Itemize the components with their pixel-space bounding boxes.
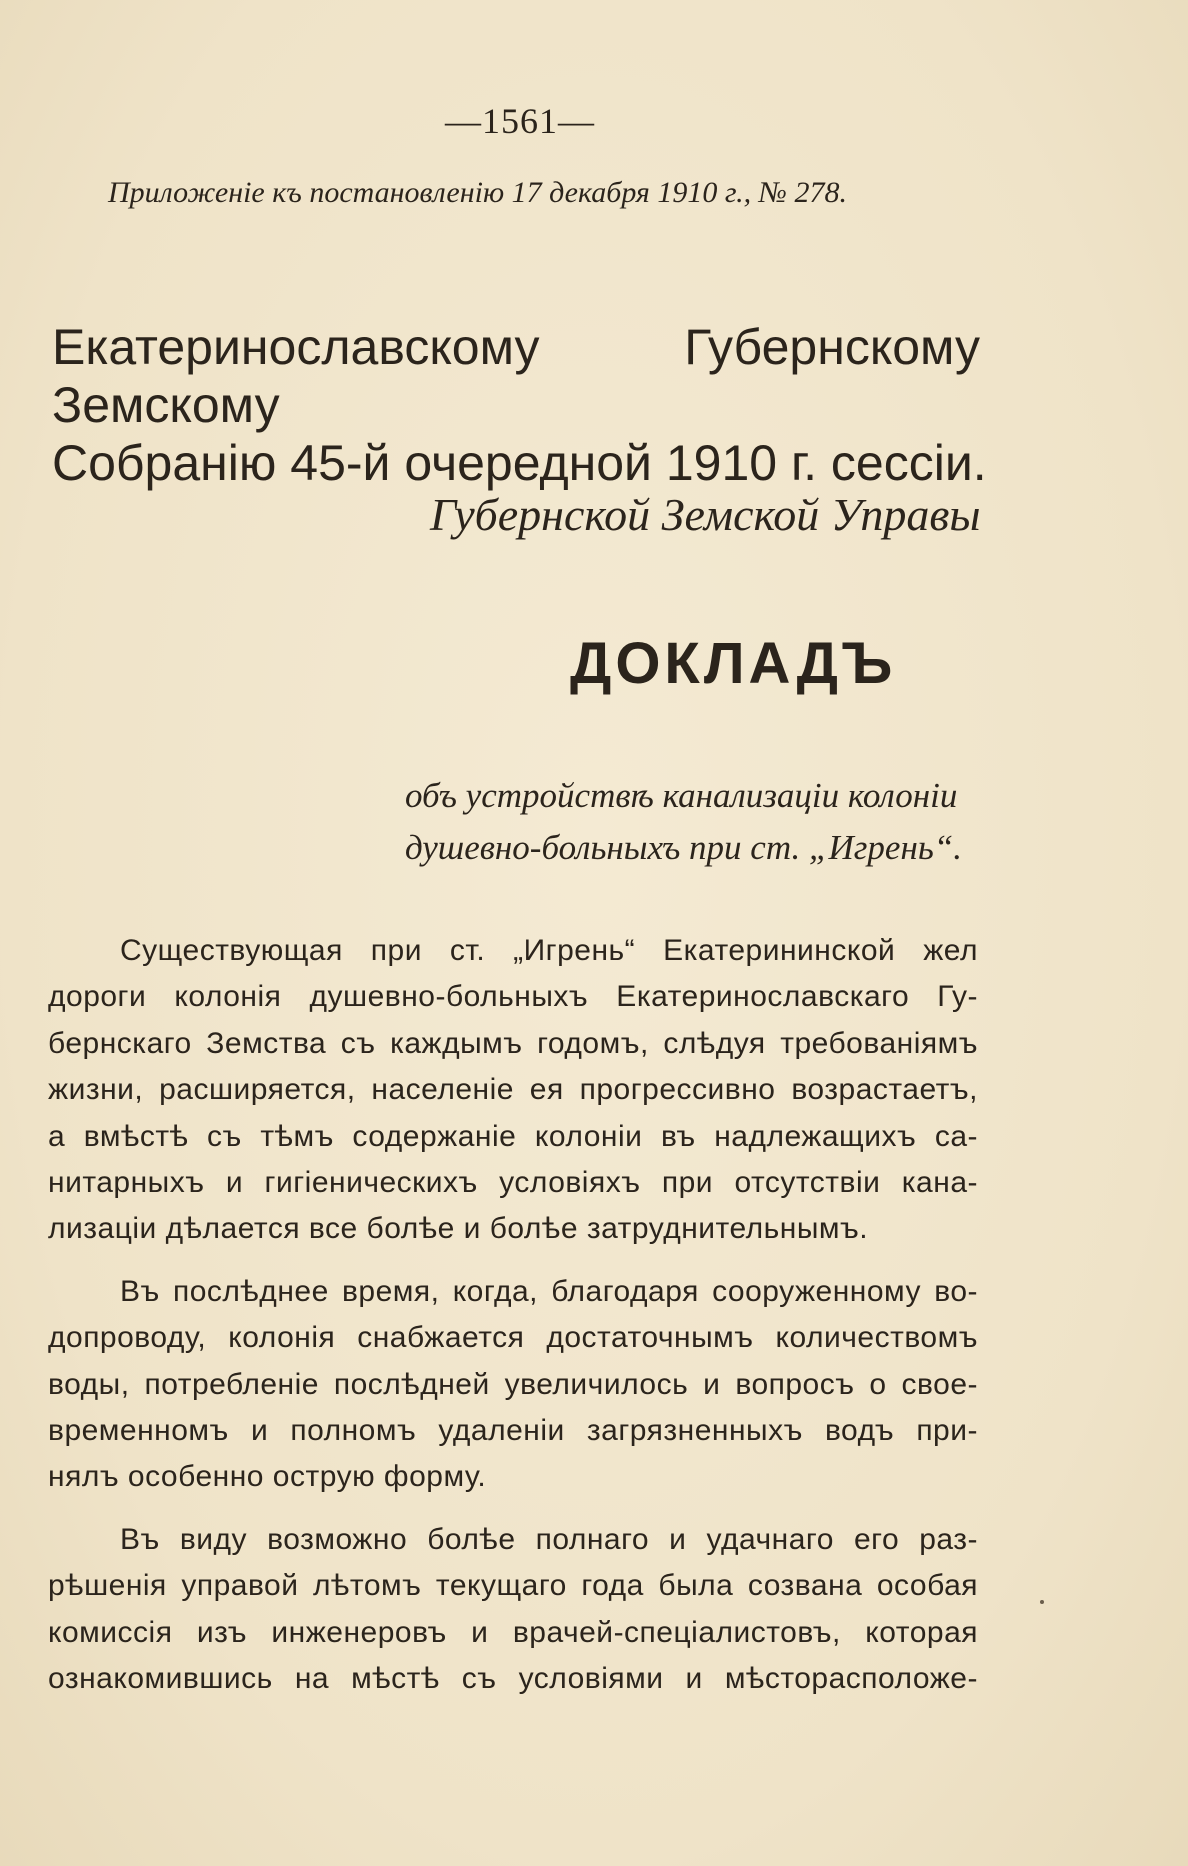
text-line: бернскаго Земства съ каждымъ годомъ, слѣдуя требованiямъ	[48, 1026, 978, 1060]
addressee-line: Собранiю 45-й очередной 1910 г. сессiи.	[52, 435, 987, 491]
paragraph	[48, 1517, 978, 1703]
paragraph	[48, 928, 978, 1253]
appendix-note: Приложенiе къ постановленiю 17 декабря 1910 г., № 278.	[108, 176, 847, 209]
text-line: жизни, расширяется, населенiе ея прогрессивно возрастаетъ,	[48, 1073, 978, 1107]
text-line: допроводу, колонiя снабжается достаточнымъ количествомъ	[48, 1321, 978, 1355]
text-line: ознакомившись на мѣстѣ съ условiями и мѣсторасположе-	[48, 1662, 978, 1696]
report-subject	[405, 770, 1005, 874]
subject-line: душевно-больныхъ при ст. „Игрень“.	[405, 828, 962, 867]
text-line: нитарныхъ и гигiеническихъ условiяхъ при отсутствiи кана-	[48, 1166, 978, 1200]
text-line: рѣшенiя управой лѣтомъ текущаго года была созвана особая	[48, 1569, 978, 1603]
page-number: —1561—	[445, 101, 595, 141]
text-line: нялъ особенно острую форму.	[48, 1460, 487, 1494]
paragraph	[48, 1269, 978, 1501]
document-heading: ДОКЛАДЪ	[570, 631, 897, 696]
subject-line: объ устройствѣ канализацiи колонiи	[405, 776, 958, 815]
issuing-body: Губернской Земской Управы	[430, 489, 981, 540]
text-line: комиссiя изъ инженеровъ и врачей-спецiалистовъ, которая	[48, 1615, 978, 1649]
margin-speck	[1040, 1600, 1044, 1604]
text-line: Въ виду возможно болѣе полнаго и удачнаго его раз-	[120, 1522, 978, 1556]
text-line: а вмѣстѣ съ тѣмъ содержанiе колонiи въ надлежащихъ са-	[48, 1119, 978, 1153]
text-line: временномъ и полномъ удаленiи загрязненныхъ водъ при-	[48, 1414, 978, 1448]
addressee	[52, 318, 992, 492]
text-line: воды, потребленiе послѣдней увеличилось и вопросъ о свое-	[48, 1367, 978, 1401]
text-line: лизацiи дѣлается все болѣе и болѣе затруднительнымъ.	[48, 1212, 869, 1246]
text-line: Въ послѣднее время, когда, благодаря сооруженному во-	[120, 1274, 978, 1308]
body-text	[48, 928, 978, 1719]
addressee-line: Екатеринославскому Губернскому Земскому	[52, 319, 980, 433]
text-line: Существующая при ст. „Игрень“ Екатерининской жел	[120, 934, 978, 967]
text-line: дороги колонiя душевно-больныхъ Екатеринославскаго Гу-	[48, 980, 978, 1014]
